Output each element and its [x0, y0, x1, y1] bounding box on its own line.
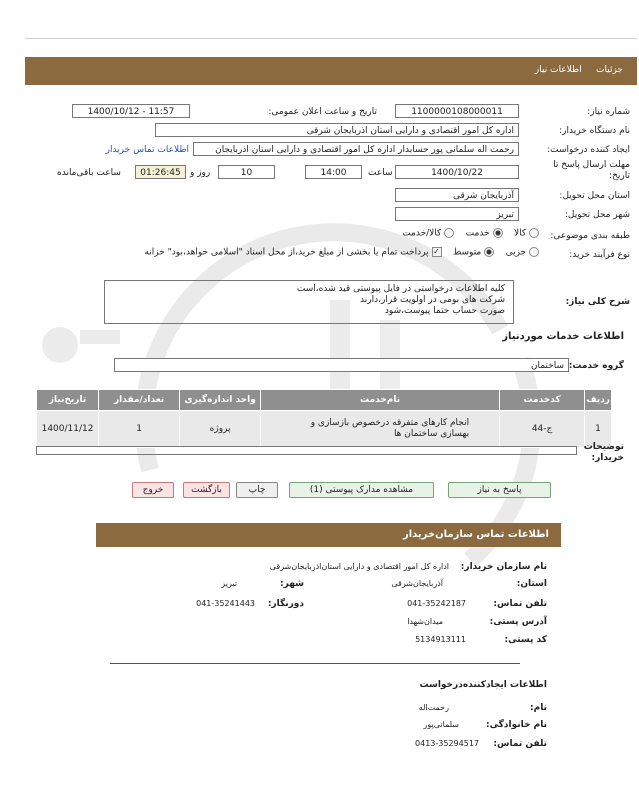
view-docs-button[interactable]: مشاهده مدارک پیوستی (1) [289, 482, 434, 498]
col-name: نام‌خدمت [261, 390, 500, 411]
org-name-value: اداره کل امور اقتصادی و دارایی استان‌اذربایجان‌شرقی [269, 562, 449, 571]
remaining-label: ساعت باقی‌مانده [57, 168, 121, 178]
contact-divider [110, 663, 520, 664]
col-unit: واحد اندازه‌گیری [180, 390, 261, 411]
cell-date: 1400/11/12 [37, 411, 99, 448]
need-number-label: شماره نیاز: [587, 107, 630, 117]
requester-field: رحمت اله سلمانی پور حسابدار اداره کل امور اقتصادی و دارایی استان اذربایجان [193, 142, 519, 156]
req-phone-value: 0413-35294517 [415, 739, 479, 748]
services-title: اطلاعات خدمات موردنیاز [502, 331, 624, 342]
contact-province-value: آذربایجان‌شرقی [391, 579, 443, 588]
cell-unit: پروژه [180, 411, 261, 448]
category-both-label: کالا/خدمت [402, 228, 442, 239]
process-minor-label: جزیی [505, 247, 527, 258]
requester-label: ایجاد کننده درخواست: [547, 145, 630, 155]
back-button[interactable]: بازگشت [183, 482, 230, 498]
process-medium-label: متوسط [452, 247, 482, 258]
summary-line: شرکت های بومی در اولویت قرار،دارند [360, 295, 505, 305]
col-row: ردیف [585, 390, 612, 411]
category-radio-group [402, 228, 539, 239]
col-date: تاریخ‌نیاز [37, 390, 99, 411]
cell-code: ج-44 [500, 411, 585, 448]
payment-note: پرداخت تمام یا بخشی از مبلغ خرید،از محل اسناد "اسلامی خواهد،بود" خزانه [144, 247, 429, 258]
contact-address-value: میدان‌شهدا [407, 617, 443, 626]
exit-button[interactable]: خروج [132, 482, 174, 498]
deadline-date-field: 1400/10/22 [395, 165, 519, 179]
print-button[interactable]: چاپ [236, 482, 278, 498]
summary-line: کلیه اطلاعات درخواستی در فایل پیوستی قید شده،است [296, 284, 505, 294]
col-qty: تعداد/مقدار [99, 390, 180, 411]
buyer-org-label: نام دستگاه خریدار: [559, 126, 630, 136]
contact-address-label: آدرس پستی: [489, 617, 547, 627]
process-minor-radio[interactable] [529, 247, 539, 257]
remaining-time-field: 01:26:45 [135, 165, 186, 179]
need-info-label: اطلاعات نیاز [534, 65, 582, 75]
announce-datetime-field: 1400/10/12 - 11:57 [72, 104, 190, 118]
buyer-notes-field [36, 446, 577, 455]
org-name-label: نام سازمان خریدار: [460, 562, 547, 572]
req-phone-label: تلفن تماس: [493, 739, 547, 749]
service-group-label: گروه خدمت: [568, 361, 624, 371]
contact-postal-label: کد پستی: [504, 635, 547, 645]
cell-name [261, 411, 500, 448]
category-both-radio[interactable] [444, 228, 454, 238]
services-table [36, 389, 612, 448]
cell-qty: 1 [99, 411, 180, 448]
process-medium-radio[interactable] [484, 247, 494, 257]
announce-datetime-label: تاریخ و ساعت اعلان عمومی: [268, 107, 377, 117]
req-first-name-label: نام: [530, 703, 547, 713]
days-label: روز و [190, 168, 211, 178]
buyer-org-field: اداره کل امور اقتصادی و دارایی استان اذربایجان شرقی [155, 123, 519, 137]
category-goods-label: کالا [513, 228, 527, 239]
category-goods-radio[interactable] [529, 228, 539, 238]
req-first-name-value: رحمت‌اله [418, 703, 449, 712]
reply-button[interactable]: پاسخ به نیاز [448, 482, 551, 498]
city-field: تبریز [395, 207, 519, 221]
buyer-notes-label: توضیحات خریدار: [583, 442, 624, 463]
contact-city-label: شهر: [280, 579, 304, 589]
col-code: کدخدمت [500, 390, 585, 411]
requester-title: اطلاعات ایجادکننده‌درخواست [419, 680, 547, 690]
province-label: استان محل تحویل: [559, 191, 630, 201]
service-group-field: ساختمان [114, 358, 569, 372]
province-field: آذربایجان شرقی [395, 188, 519, 202]
cell-name-line: بهسازی ساختمان ها [393, 429, 470, 439]
process-label: نوع فرآیند خرید: [569, 250, 630, 260]
contact-header [96, 523, 561, 547]
summary-label: شرح کلی نیاز: [565, 297, 630, 307]
summary-line: صورت حساب حتما پیوست،شود [384, 306, 505, 316]
time-label: ساعت [368, 168, 393, 178]
cell-row: 1 [585, 411, 612, 448]
deadline-label: مهلت ارسال پاسخ تا تاریخ: [553, 160, 630, 181]
req-last-name-label: نام خانوادگی: [485, 720, 547, 730]
days-field: 10 [218, 165, 275, 179]
category-service-radio[interactable] [493, 228, 503, 238]
contact-title: اطلاعات تماس سازمان‌خریدار [402, 529, 549, 540]
details-label: جزئیات [596, 65, 623, 75]
cell-name-line: انجام کارهای متفرقه درخصوص بازسازی و [310, 418, 470, 428]
table-row [37, 411, 612, 448]
contact-fax-label: دورنگار: [267, 599, 304, 609]
need-number-field: 1100000108000011 [395, 104, 519, 118]
payment-checkbox[interactable]: ✓ [433, 247, 440, 256]
city-label: شهر محل تحویل: [564, 210, 630, 220]
contact-fax-value: 041-35241443 [196, 599, 255, 608]
contact-postal-value: 5134913111 [415, 635, 466, 644]
summary-box [104, 280, 514, 324]
category-service-label: خدمت [465, 228, 490, 239]
contact-phone-value: 041-35242187 [407, 599, 466, 608]
contact-city-value: تبریز [221, 579, 237, 588]
process-radio-group [144, 247, 539, 258]
top-divider [25, 38, 637, 39]
contact-province-label: استان: [516, 579, 547, 589]
table-header-row [37, 390, 612, 411]
page-header [25, 57, 637, 85]
buyer-contact-link[interactable]: اطلاعات تماس خریدار [105, 145, 189, 155]
category-label: طبقه بندی موضوعی: [550, 231, 630, 241]
req-last-name-value: سلمانی‌پور [423, 720, 459, 729]
deadline-time-field: 14:00 [305, 165, 362, 179]
contact-phone-label: تلفن تماس: [493, 599, 547, 609]
